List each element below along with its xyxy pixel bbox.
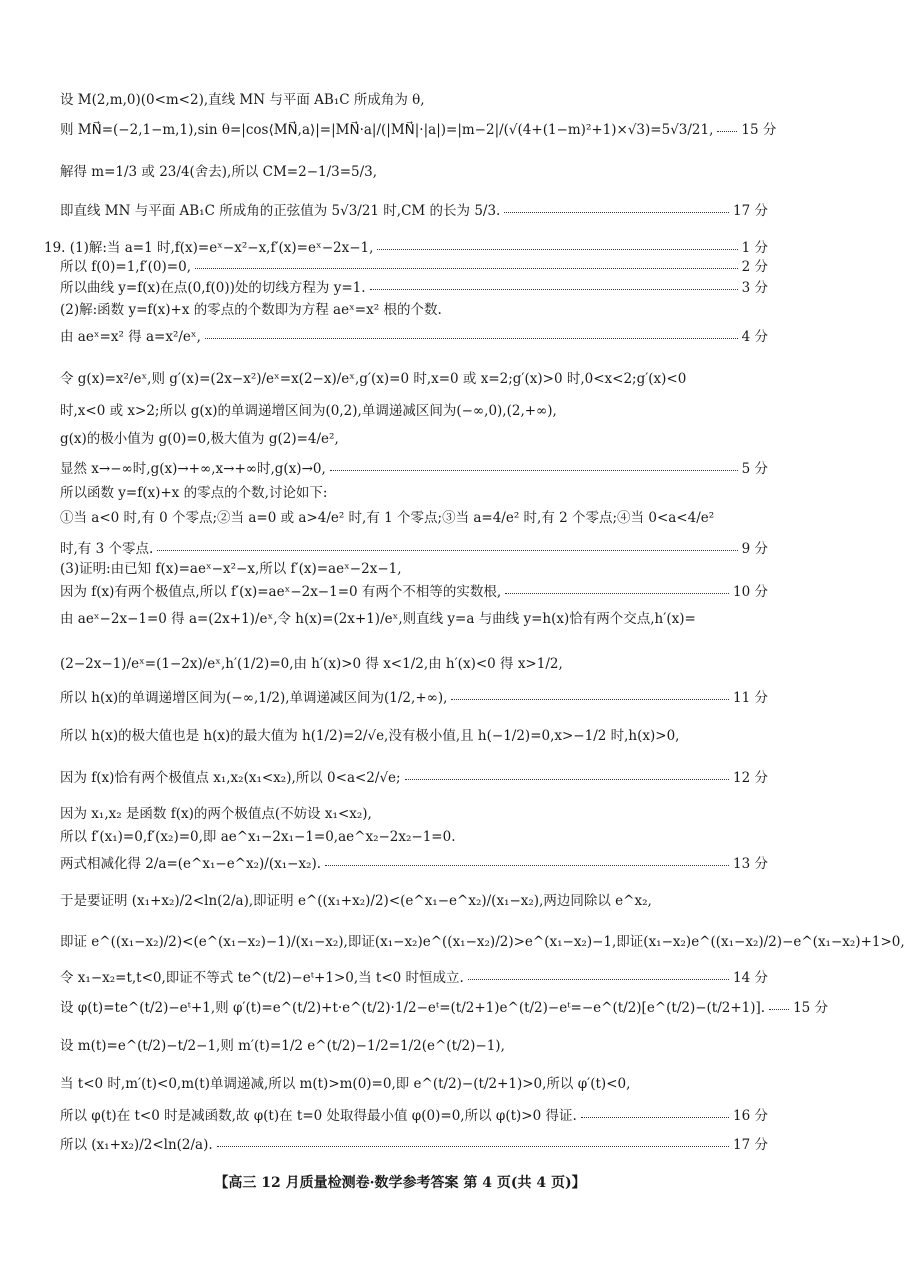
solution-line xyxy=(60,255,768,275)
dot-leader xyxy=(451,699,729,700)
line-text: 令 g(x)=x²/eˣ,则 g′(x)=(2x−x²)/eˣ=x(2−x)/eˣ,g′(x)=0 时,x=0 或 x=2;g′(x)>0 时,0<x<2;g′(x)<0 xyxy=(60,371,687,387)
solution-line xyxy=(60,1072,768,1092)
dot-leader xyxy=(581,1117,729,1118)
line-text: 即证 e^((x₁−x₂)/2)<(e^(x₁−x₂)−1)/(x₁−x₂),即证(x₁−x₂)e^((x₁−x₂)/2)>e^(x₁−x₂)−1,即证(x₁−x₂)e^((x₁−x₂)/2)−e^(x₁−x₂)+1>0, xyxy=(60,934,905,950)
line-text: 所以 φ(t)在 t<0 时是减函数,故 φ(t)在 t=0 处取得最小值 φ(0)=0,所以 φ(t)>0 得证. xyxy=(60,1108,577,1124)
line-text: 因为 f(x)有两个极值点,所以 f′(x)=aeˣ−2x−1=0 有两个不相等的实数根, xyxy=(60,584,502,600)
solution-line xyxy=(60,1133,768,1153)
score-label: 1 分 xyxy=(741,240,768,256)
line-text: ①当 a<0 时,有 0 个零点;②当 a=0 或 a>4/e² 时,有 1 个零点;③当 a=4/e² 时,有 2 个零点;④当 0<a<4/e² xyxy=(60,510,715,526)
dot-leader xyxy=(505,593,729,594)
dot-leader xyxy=(325,865,729,866)
solution-line xyxy=(44,236,768,256)
line-text: 令 x₁−x₂=t,t<0,即证不等式 te^(t/2)−eᵗ+1>0,当 t<0 时恒成立. xyxy=(60,970,464,986)
dot-leader xyxy=(377,249,737,250)
solution-line xyxy=(60,724,768,744)
score-label: 5 分 xyxy=(741,461,768,477)
line-text: 所以 h(x)的极大值也是 h(x)的最大值为 h(1/2)=2/√e,没有极小值,且 h(−1/2)=0,x>−1/2 时,h(x)>0, xyxy=(60,728,680,744)
solution-line xyxy=(60,1034,768,1054)
dot-leader xyxy=(504,212,729,213)
line-text: g(x)的极小值为 g(0)=0,极大值为 g(2)=4/e², xyxy=(60,431,339,447)
score-label: 17 分 xyxy=(733,1137,768,1153)
line-text: 显然 x→−∞时,g(x)→+∞,x→+∞时,g(x)→0, xyxy=(60,461,326,477)
score-label: 16 分 xyxy=(733,1108,768,1124)
page-footer: 【高三 12 月质量检测卷·数学参考答案 第 4 页(共 4 页)】 xyxy=(214,1175,586,1191)
solution-line xyxy=(60,199,768,219)
score-label: 4 分 xyxy=(741,329,768,345)
solution-line xyxy=(60,1104,768,1124)
dot-leader xyxy=(405,779,729,780)
solution-line xyxy=(60,889,768,909)
score-label: 14 分 xyxy=(733,970,768,986)
score-label: 9 分 xyxy=(741,541,768,557)
solution-line xyxy=(60,276,768,296)
solution-line xyxy=(60,652,768,672)
line-text: 设 M(2,m,0)(0<m<2),直线 MN 与平面 AB₁C 所成角为 θ, xyxy=(60,92,425,108)
line-text: 于是要证明 (x₁+x₂)/2<ln(2/a),即证明 e^((x₁+x₂)/2)<(e^x₁−e^x₂)/(x₁−x₂),两边同除以 e^x₂, xyxy=(60,893,652,909)
solution-line xyxy=(60,160,768,180)
dot-leader xyxy=(370,289,738,290)
line-text: 时,x<0 或 x>2;所以 g(x)的单调递增区间为(0,2),单调递减区间为(−∞,0),(2,+∞), xyxy=(60,403,557,419)
solution-line xyxy=(60,457,768,477)
score-label: 3 分 xyxy=(741,280,768,296)
solution-line xyxy=(60,996,829,1016)
solution-line xyxy=(60,825,768,845)
solution-line xyxy=(60,118,777,138)
line-text: 因为 f(x)恰有两个极值点 x₁,x₂(x₁<x₂),所以 0<a<2/√e; xyxy=(60,770,401,786)
dot-leader xyxy=(769,1009,789,1010)
dot-leader xyxy=(468,979,729,980)
solution-line xyxy=(60,557,768,577)
line-text: 所以 (x₁+x₂)/2<ln(2/a). xyxy=(60,1137,213,1153)
solution-line xyxy=(60,88,768,108)
line-text: 设 φ(t)=te^(t/2)−eᵗ+1,则 φ′(t)=e^(t/2)+t·e^(t/2)·1/2−eᵗ=(t/2+1)e^(t/2)−eᵗ=−e^(t/2)[e^(t/2)−(t/2+1)]. xyxy=(60,1000,766,1016)
line-text: 解得 m=1/3 或 23/4(舍去),所以 CM=2−1/3=5/3, xyxy=(60,164,378,180)
dot-leader xyxy=(157,550,737,551)
line-text: 由 aeˣ−2x−1=0 得 a=(2x+1)/eˣ,令 h(x)=(2x+1)/eˣ,则直线 y=a 与曲线 y=h(x)恰有两个交点,h′(x)= xyxy=(60,611,696,627)
line-text: 设 m(t)=e^(t/2)−t/2−1,则 m′(t)=1/2 e^(t/2)−1/2=1/2(e^(t/2)−1), xyxy=(60,1038,505,1054)
line-text: 当 t<0 时,m′(t)<0,m(t)单调递减,所以 m(t)>m(0)=0,即 e^(t/2)−(t/2+1)>0,所以 φ′(t)<0, xyxy=(60,1076,631,1092)
line-text: 时,有 3 个零点. xyxy=(60,541,154,557)
solution-line xyxy=(60,966,768,986)
line-text: 所以曲线 y=f(x)在点(0,f(0))处的切线方程为 y=1. xyxy=(60,280,366,296)
solution-line xyxy=(60,852,768,872)
solution-line xyxy=(60,686,768,706)
solution-line xyxy=(60,607,768,627)
solution-line xyxy=(60,298,768,318)
solution-line xyxy=(60,930,905,950)
line-text: 所以函数 y=f(x)+x 的零点的个数,讨论如下: xyxy=(60,485,328,501)
line-text: 由 aeˣ=x² 得 a=x²/eˣ, xyxy=(60,329,201,345)
dot-leader xyxy=(330,470,738,471)
score-label: 2 分 xyxy=(741,259,768,275)
line-text: 因为 x₁,x₂ 是函数 f(x)的两个极值点(不妨设 x₁<x₂), xyxy=(60,806,372,822)
score-label: 15 分 xyxy=(741,122,777,138)
dot-leader xyxy=(217,1146,729,1147)
solution-line xyxy=(60,506,768,526)
line-text: 则 MN⃗=(−2,1−m,1),sin θ=|cos⟨MN⃗,a⟩|=|MN⃗·a|/(|MN⃗|·|a|)=|m−2|/(√(4+(1−m)²+1)×√3)=5√3/21, xyxy=(60,122,714,138)
line-text: 两式相减化得 2/a=(e^x₁−e^x₂)/(x₁−x₂). xyxy=(60,856,322,872)
score-label: 13 分 xyxy=(733,856,768,872)
score-label: 12 分 xyxy=(733,770,768,786)
solution-line xyxy=(60,766,768,786)
solution-line xyxy=(60,580,768,600)
line-text: (2)解:函数 y=f(x)+x 的零点的个数即为方程 aeˣ=x² 根的个数. xyxy=(60,302,442,318)
score-label: 11 分 xyxy=(733,690,768,706)
solution-line xyxy=(60,367,768,387)
score-label: 15 分 xyxy=(793,1000,829,1016)
line-text: (3)证明:由已知 f(x)=aeˣ−x²−x,所以 f′(x)=aeˣ−2x−1, xyxy=(60,561,402,577)
score-label: 10 分 xyxy=(733,584,768,600)
solution-line xyxy=(60,399,768,419)
line-text: 19. (1)解:当 a=1 时,f(x)=eˣ−x²−x,f′(x)=eˣ−2x−1, xyxy=(44,240,374,256)
line-text: 所以 f′(x₁)=0,f′(x₂)=0,即 ae^x₁−2x₁−1=0,ae^x₂−2x₂−1=0. xyxy=(60,829,456,845)
dot-leader xyxy=(717,131,737,132)
line-text: 即直线 MN 与平面 AB₁C 所成角的正弦值为 5√3/21 时,CM 的长为 5/3. xyxy=(60,203,501,219)
dot-leader xyxy=(195,268,738,269)
dot-leader xyxy=(205,338,738,339)
solution-line xyxy=(60,481,768,501)
solution-line xyxy=(60,427,768,447)
line-text: 所以 h(x)的单调递增区间为(−∞,1/2),单调递减区间为(1/2,+∞), xyxy=(60,690,448,706)
score-label: 17 分 xyxy=(733,203,768,219)
line-text: 所以 f(0)=1,f′(0)=0, xyxy=(60,259,191,275)
solution-line xyxy=(60,325,768,345)
solution-line xyxy=(60,537,768,557)
line-text: (2−2x−1)/eˣ=(1−2x)/eˣ,h′(1/2)=0,由 h′(x)>0 得 x<1/2,由 h′(x)<0 得 x>1/2, xyxy=(60,656,563,672)
solution-line xyxy=(60,802,768,822)
